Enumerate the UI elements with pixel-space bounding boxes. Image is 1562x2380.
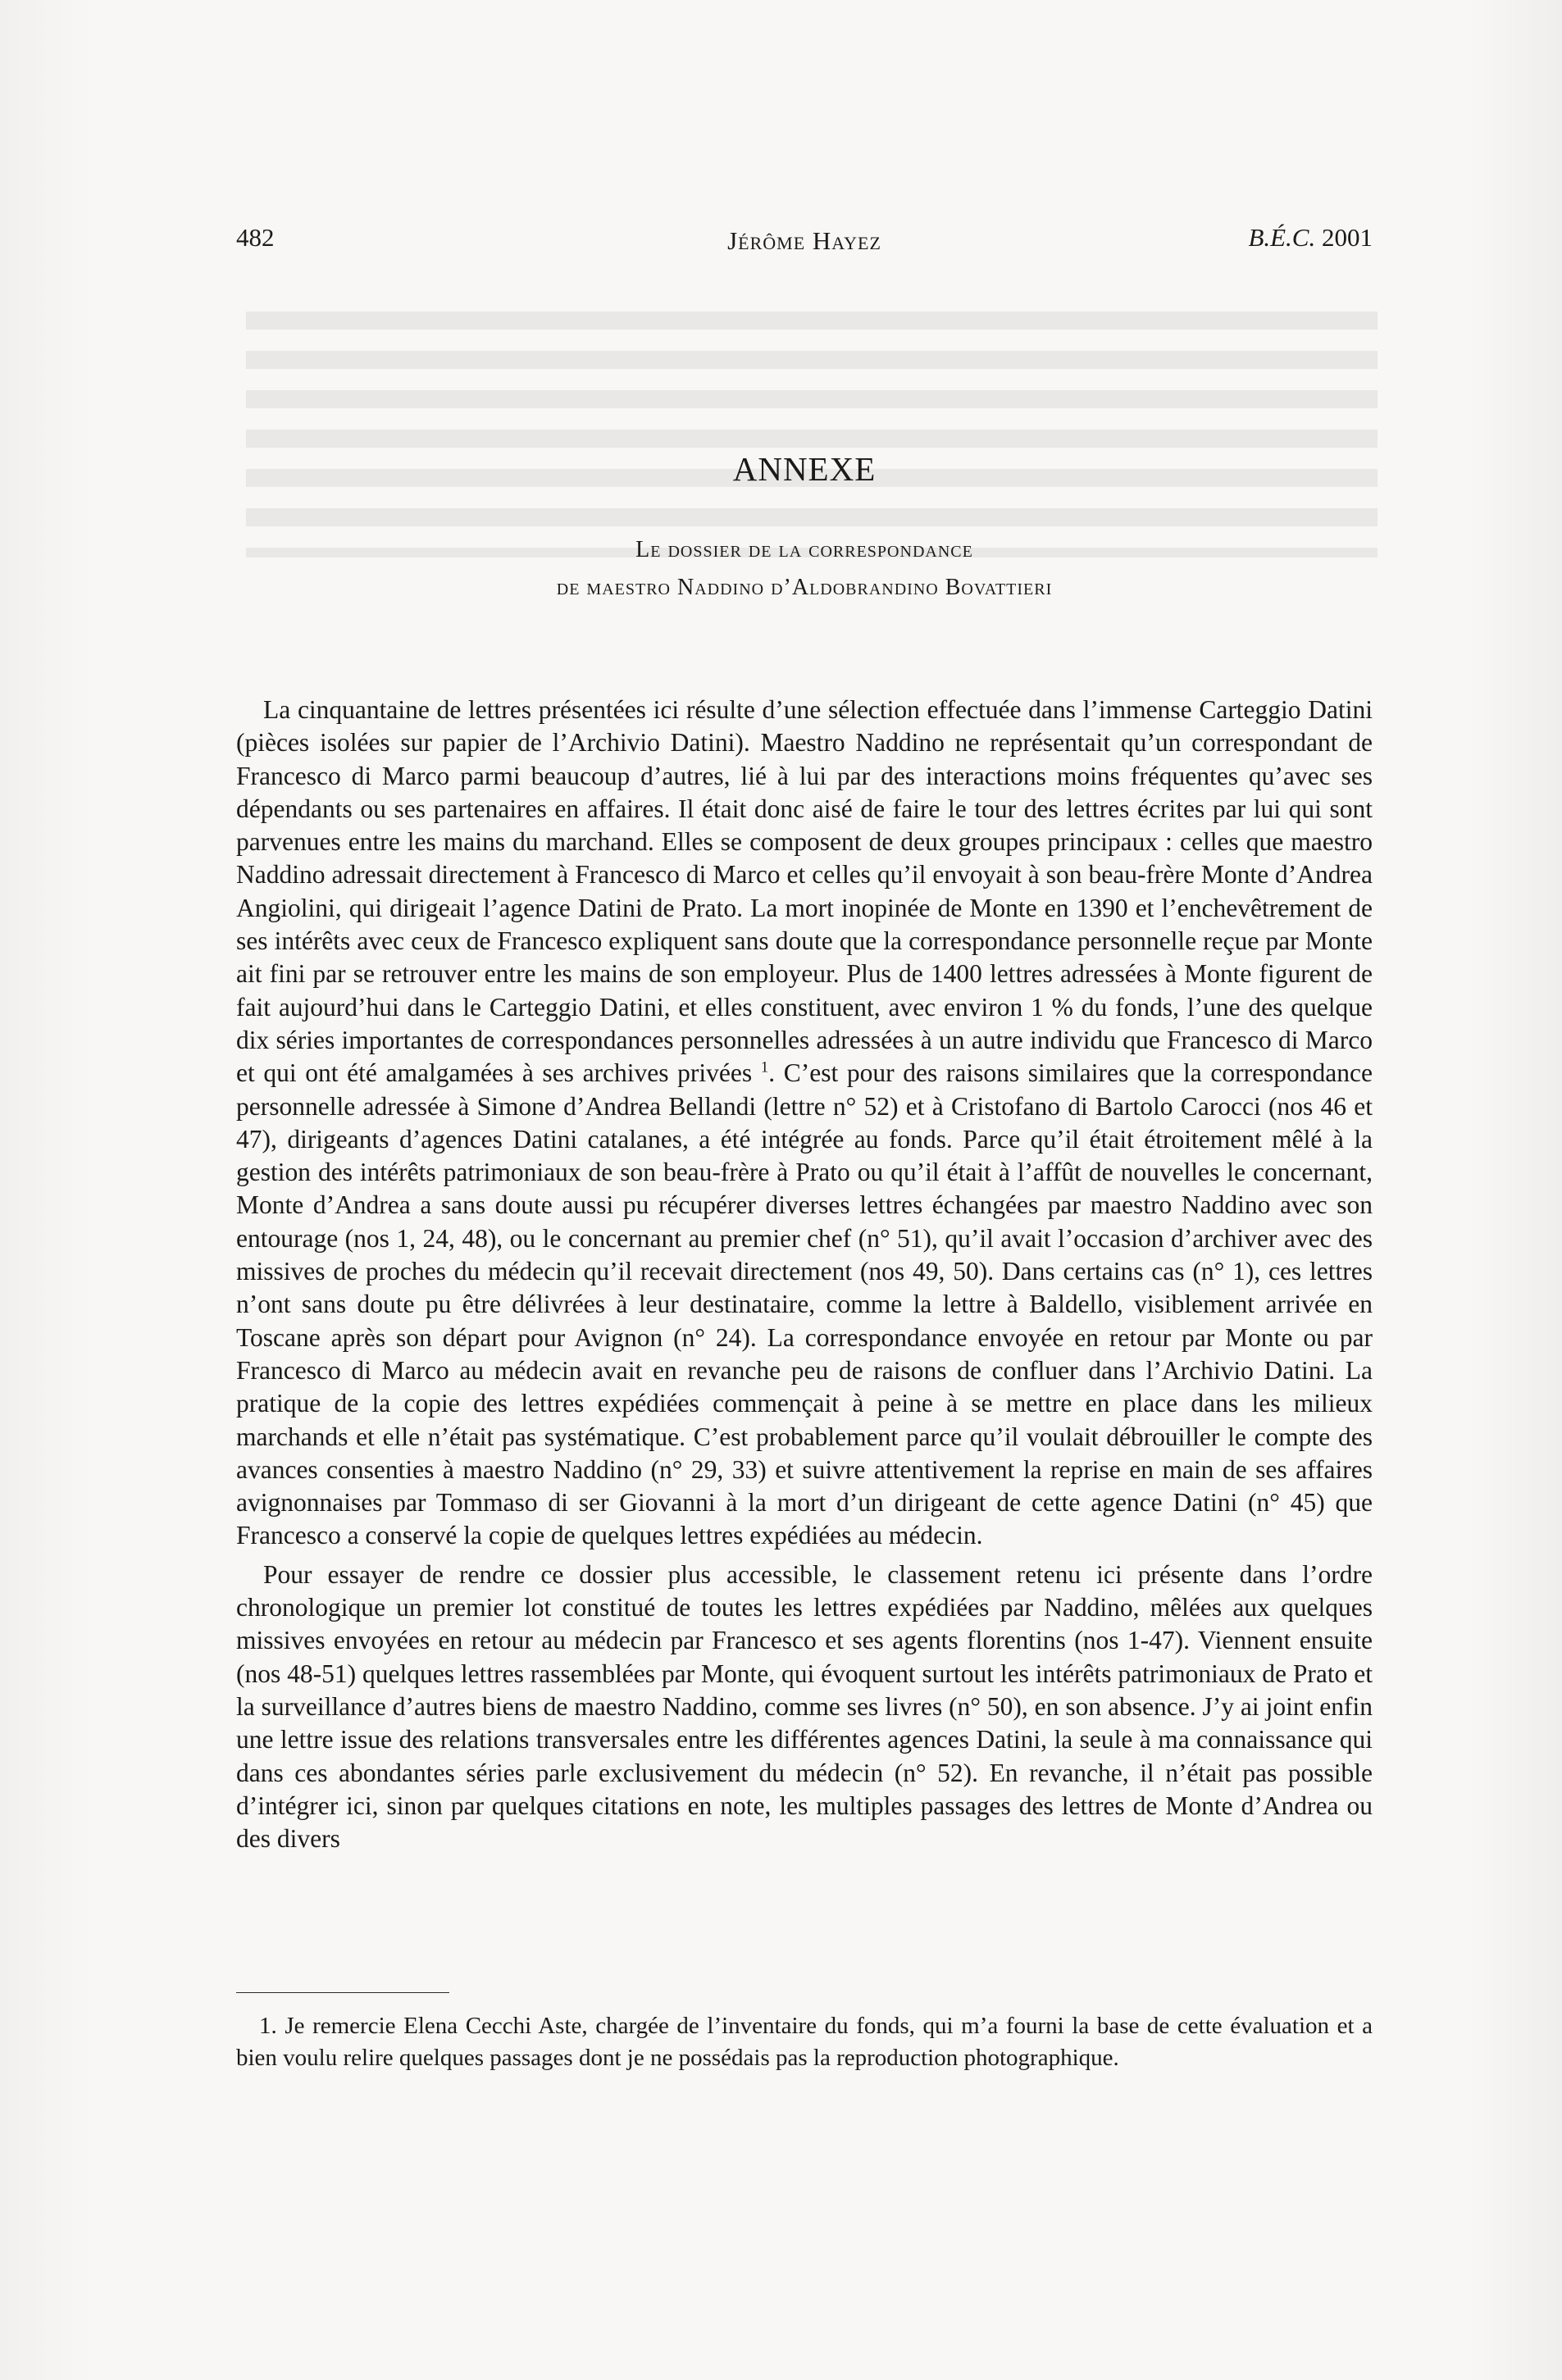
body-text [236,694,1373,1855]
page-number: 482 [236,223,275,252]
subtitle-line-2: de maestro Naddino d’Aldobrandino Bovattieri [556,575,1053,600]
section-title: ANNEXE [732,450,877,488]
journal-year: 2001 [1322,223,1373,252]
show-through-texture [246,312,1378,557]
section-subtitle [236,531,1373,607]
footnote-reference[interactable]: 1 [760,1058,769,1076]
paragraph-1 [236,694,1373,1553]
footnote-1 [236,2010,1373,2073]
paragraph-1-part-a: La cinquantaine de lettres présentées ici résulte d’une sélection effectuée dans l’immense Carteggio Datini (pièces isolées sur papier de l’Archivio Datini). Maestro Naddino ne représentait qu’un correspondant de Francesco di Marco parmi beaucoup d’autres, lié à lui par des interactions moins fréquentes qu’avec ses dépendants ou ses partenaires en affaires. Il était donc aisé de faire le tour des lettres écrites par lui qui sont parvenues entre les mains du marchand. Elles se composent de deux groupes principaux : celles que maestro Naddino adressait directement à Francesco di Marco et celles qu’il envoyait à son beau-frère Monte d’Andrea Angiolini, qui dirigeait l’agence Datini de Prato. La mort inopinée de Monte en 1390 et l’enchevêtrement de ses intérêts avec ceux de Francesco expliquent sans doute que la correspondance personnelle reçue par Monte ait fini par se retrouver entre les mains de son employeur. Plus de 1400 lettres adressées à Monte figurent de fait aujourd’hui dans le Carteggio Datini, et elles constituent, avec environ 1 % du fonds, l’une des quelque dix séries importantes de correspondances personnelles adressées à un autre individu que Francesco di Marco et qui ont été amalgamées à ses archives privées [236,695,1373,1088]
journal-abbrev: B.É.C. [1248,223,1316,252]
running-head-journal [1248,223,1373,253]
running-head [236,223,1373,256]
footnote [236,2010,1373,2073]
paragraph-2: Pour essayer de rendre ce dossier plus accessible, le classement retenu ici présente dans l’ordre chronologique un premier lot constitué de toutes les lettres expédiées par Naddino, mêlées aux quelques missives envoyées en retour au médecin par Francesco et ses agents florentins (nos 1-47). Viennent ensuite (nos 48-51) quelques lettres rassemblées par Monte, qui évoquent surtout les intérêts patrimoniaux de Prato et la surveillance d’autres biens de maestro Naddino, comme ses livres (n° 50), en son absence. J’y ai joint enfin une lettre issue des relations transversales entre les différentes agences Datini, la seule à ma connaissance qui dans ces abondantes séries parle exclusivement du médecin (n° 52). En revanche, il n’était pas possible d’intégrer ici, sinon par quelques citations en note, les multiples passages des lettres de Monte d’Andrea ou des divers [236,1559,1373,1854]
paragraph-1-part-b: . C’est pour des raisons similaires que la correspondance personnelle adressée à Simone d’Andrea Bellandi (lettre n° 52) et à Cristofano di Bartolo Carocci (nos 46 et 47), dirigeants d’agences Datini catalanes, a été intégrée au fonds. Parce qu’il était étroitement mêlé à la gestion des intérêts patrimoniaux de son beau-frère à Prato ou qu’il était à l’affût de nouvelles le concernant, Monte d’Andrea a sans doute aussi pu récupérer diverses lettres échangées par maestro Naddino avec son entourage (nos 1, 24, 48), ou le concernant au premier chef (n° 51), qu’il avait l’occasion d’archiver avec des missives de proches du médecin qu’il recevait directement (nos 49, 50). Dans certains cas (n° 1), ces lettres n’ont sans doute pu être délivrées à leur destinataire, comme la lettre à Baldello, visiblement arrivée en Toscane après son départ pour Avignon (n° 24). La correspondance envoyée en retour par Monte ou par Francesco di Marco au médecin avait en revanche peu de raisons de confluer dans l’Archivio Datini. La pratique de la copie des lettres expédiées commençait à peine à se mettre en place dans les milieux marchands et elle n’était pas systématique. C’est probablement parce qu’il voulait débrouiller le compte des avances consenties à maestro Naddino (n° 29, 33) et suivre attentivement la reprise en main de ses affaires avignonnaises par Tommaso di ser Giovanni à la mort d’un dirigeant de cette agence Datini (n° 45) que Francesco a conservé la copie de quelques lettres expédiées au médecin. [236,1058,1373,1550]
footnote-text: Je remercie Elena Cecchi Aste, chargée de l’inventaire du fonds, qui m’a fourni la base de cette évaluation et a bien voulu relire quelques passages dont je ne possédais pas la reproduction photographique. [236,2013,1373,2071]
footnote-divider [236,1992,449,1993]
footnote-number: 1. [259,2013,277,2039]
running-head-author: Jérôme Hayez [727,226,881,255]
subtitle-line-1: Le dossier de la correspondance [635,537,973,562]
